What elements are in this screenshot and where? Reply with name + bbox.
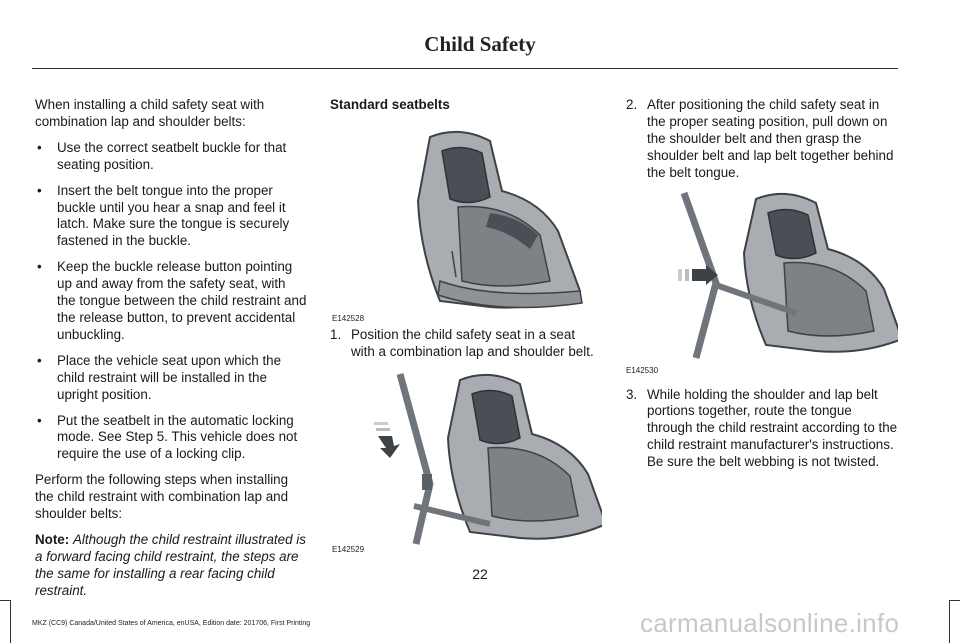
figure-code: E142528 xyxy=(332,313,365,323)
step-number: 3. xyxy=(626,386,638,402)
figure-code: E142530 xyxy=(626,365,659,375)
crop-mark-left-h xyxy=(0,600,10,601)
list-item: • Use the correct seatbelt buckle for that seating position. xyxy=(35,140,307,174)
arrow-down-icon xyxy=(374,422,400,458)
steps-intro-paragraph: Perform the following steps when installing the child restraint with combination lap and shoulder belts: xyxy=(35,472,289,522)
list-item: • Insert the belt tongue into the proper buckle until you hear a snap and feel it latch. Make sure the tongue is securely fastened in the buckle. xyxy=(35,183,307,251)
list-item: • Keep the buckle release button pointing up and away from the safety seat, with the tongue between the child restraint and the release button, to prevent accidental unbuckling. xyxy=(35,259,307,344)
child-seat-pull-belt-illustration xyxy=(626,191,898,363)
note-label: Note: xyxy=(35,531,70,547)
child-seat-illustration xyxy=(330,123,602,313)
step-number: 1. xyxy=(330,326,342,342)
bullet-list xyxy=(35,140,307,463)
column-right xyxy=(626,97,898,480)
column-left xyxy=(35,97,307,609)
figure-code: E142529 xyxy=(332,544,365,554)
child-seat-belt-illustration xyxy=(330,370,602,545)
figure-seat-2 xyxy=(330,370,602,554)
watermark: carmanualsonline.info xyxy=(640,608,900,638)
crop-mark-right-h xyxy=(950,600,960,601)
header-divider xyxy=(32,68,898,69)
step-1 xyxy=(330,327,602,361)
figure-seat-3 xyxy=(626,191,898,375)
step-text: While holding the shoulder and lap belt portions together, route the tongue through the child restraint according to the child restraint manufacturer's instructions. Be sure the belt webbing is not twisted. xyxy=(647,386,898,470)
figure-seat-1 xyxy=(330,123,602,323)
step-2 xyxy=(626,97,898,182)
intro-paragraph: When installing a child safety seat with combination lap and shoulder belts: xyxy=(35,97,265,129)
column-middle xyxy=(330,97,602,554)
crop-mark-left xyxy=(10,600,11,643)
step-3 xyxy=(626,387,898,472)
list-item: • Place the vehicle seat upon which the child restraint will be installed in the upright position. xyxy=(35,353,307,404)
section-heading: Standard seatbelts xyxy=(330,97,450,112)
step-text: After positioning the child safety seat in the proper seating position, pull down on the shoulder belt and then grasp the shoulder belt and lap belt together behind the belt tongue. xyxy=(647,97,894,180)
step-number: 2. xyxy=(626,97,638,112)
note-text: Although the child restraint illustrated is a forward facing child restraint, the steps are the same for installing a rear facing child restraint. xyxy=(35,531,306,598)
page-number: 22 xyxy=(472,566,488,582)
list-item: • Put the seatbelt in the automatic locking mode. See Step 5. This vehicle does not require the use of a locking clip. xyxy=(35,413,307,464)
page-title: Child Safety xyxy=(424,32,536,56)
footer-text: MKZ (CC9) Canada/United States of America, enUSA, Edition date: 201706, First Printing xyxy=(32,620,311,627)
step-text: Position the child safety seat in a seat with a combination lap and shoulder belt. xyxy=(351,326,594,359)
crop-mark-right xyxy=(949,600,950,643)
